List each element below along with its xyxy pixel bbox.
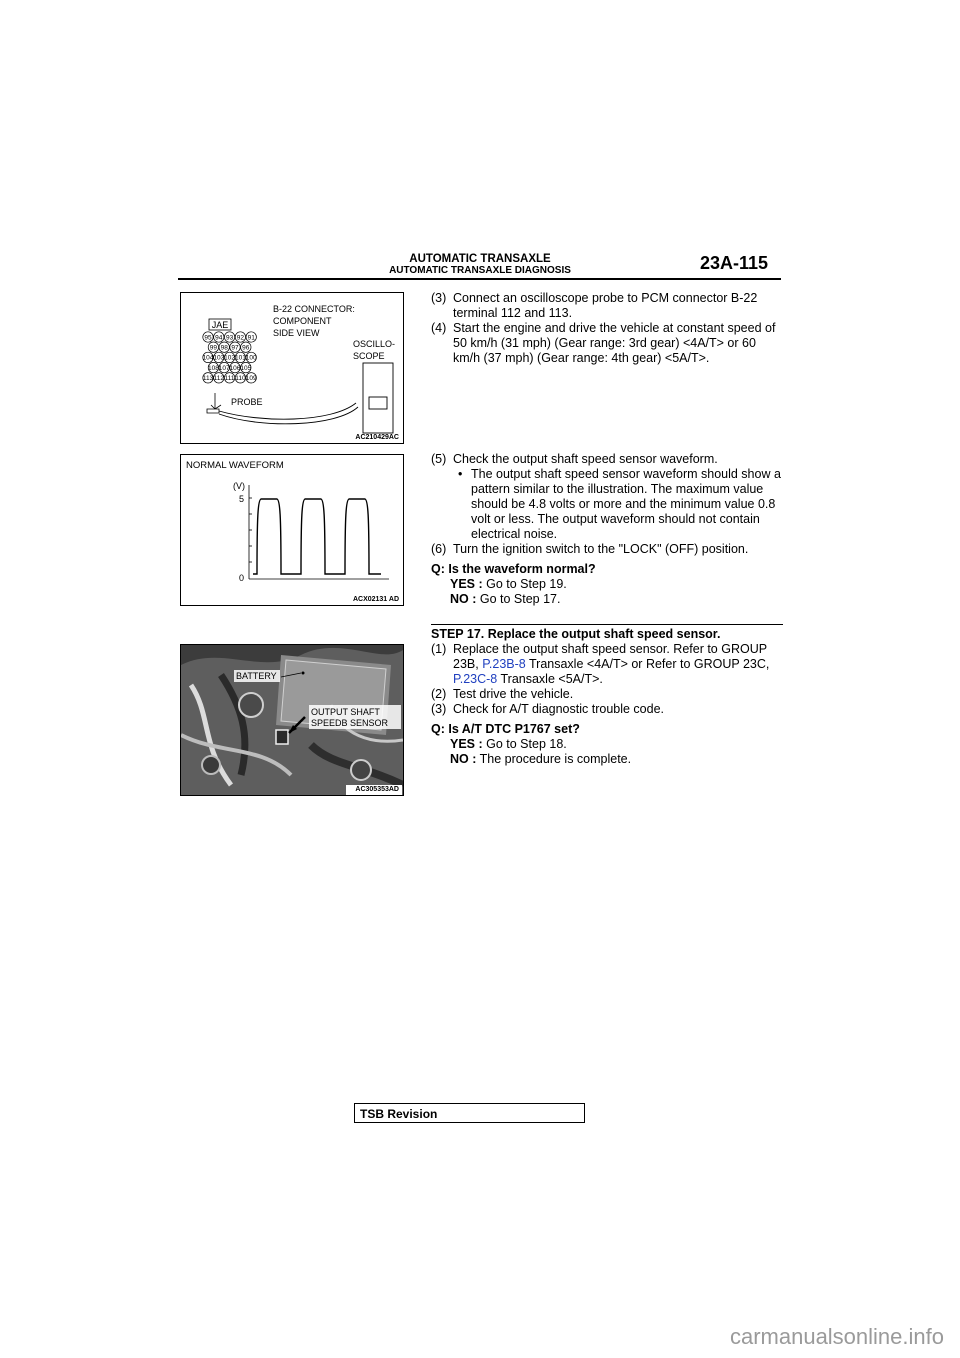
waveform-title: NORMAL WAVEFORM	[186, 460, 284, 471]
step-item-4: (4) Start the engine and drive the vehicle at constant speed of 50 km/h (31 mph) (Gear range: 3rd gear) <4A/T> or 60 km/h (37 mph) (Gear range: 4th gear) <5A/T>.	[431, 321, 776, 365]
step-item-2: (2) Test drive the vehicle.	[431, 687, 574, 701]
section-1-text	[431, 291, 783, 366]
connector-pin-label: 96	[242, 344, 250, 352]
question: Q: Is A/T DTC P1767 set?	[431, 722, 580, 736]
engine-photo	[181, 645, 403, 795]
jae-label: JAE	[211, 320, 229, 330]
waveform-chart	[181, 455, 403, 605]
y-high-label: 5	[239, 494, 245, 504]
connector-pin-label: 92	[236, 334, 245, 342]
connector-pin-label: 102	[224, 354, 236, 362]
tsb-revision-box: TSB Revision	[354, 1103, 585, 1123]
step-item-5: (5) Check the output shaft speed sensor waveform.	[431, 452, 718, 466]
connector-pin-label: 103	[213, 354, 225, 362]
header-rule	[178, 278, 781, 280]
section-2-text	[431, 452, 783, 607]
connector-pin-label: 104	[202, 354, 214, 362]
side-view-label: SIDE VIEW	[273, 328, 320, 338]
connector-pin-label: 111	[224, 375, 235, 383]
connector-pin-label: 106	[229, 364, 241, 372]
step-item-1: (1) Replace the output shaft speed sensor. Refer to GROUP 23B, P.23B-8 Transaxle <4A/T> or Refer to GROUP 23C, P.23C-8 Transaxle <5A/T>.	[431, 642, 770, 686]
answer-no: NO : Go to Step 17.	[450, 592, 561, 606]
component-label: COMPONENT	[273, 316, 332, 326]
connector-pin-label: 93	[225, 334, 234, 342]
connector-pin-label: 95	[204, 334, 212, 342]
connector-pin-label: 112	[213, 375, 224, 383]
figure-code: ACX02131 AD	[352, 596, 399, 603]
connector-figure	[180, 292, 404, 444]
connector-pin-label: 101	[234, 354, 246, 362]
connector-pin-label: 113	[202, 375, 214, 383]
waveform-trace	[253, 499, 381, 574]
section-title: AUTOMATIC TRANSAXLE	[409, 253, 551, 265]
figure-code: AC210429AC	[355, 434, 399, 441]
oscilloscope-label-2: SCOPE	[353, 351, 385, 361]
step-item-3: (3) Check for A/T diagnostic trouble code.	[431, 702, 664, 716]
link-23c-8[interactable]: P.23C-8	[453, 672, 498, 686]
connector-pin-label: 100	[245, 354, 257, 362]
waveform-criteria: • The output shaft speed sensor waveform should show a pattern similar to the illustration. The maximum value should be 4.8 volts or more and the minimum value 0.8 volt or less. The output waveform should not contain electrical noise.	[458, 467, 781, 541]
question: Q: Is the waveform normal?	[431, 562, 596, 576]
connector-pin-label: 98	[220, 344, 228, 352]
engine-figure	[180, 644, 404, 796]
page-number: 23A-115	[700, 253, 769, 273]
battery-label: BATTERY	[236, 671, 277, 681]
connector-pin-label: 105	[240, 364, 252, 372]
watermark: carmanualsonline.info	[729, 1324, 944, 1349]
section-subtitle: AUTOMATIC TRANSAXLE DIAGNOSIS	[389, 265, 571, 276]
step-item-6: (6) Turn the ignition switch to the "LOCK" (OFF) position.	[431, 542, 749, 556]
connector-pin-label: 97	[231, 344, 239, 352]
waveform-figure	[180, 454, 404, 606]
unit-label: (V)	[233, 481, 245, 491]
answer-yes: YES : Go to Step 19.	[450, 577, 567, 591]
connector-pin-label: 109	[245, 375, 257, 383]
connector-pin-label: 91	[247, 334, 255, 342]
answer-no: NO : The procedure is complete.	[450, 752, 632, 766]
connector-pin-label: 99	[209, 344, 218, 352]
connector-label: B-22 CONNECTOR:	[273, 304, 355, 314]
connector-pin-label: 94	[215, 334, 223, 342]
step-17-text	[431, 624, 783, 767]
step-heading: STEP 17. Replace the output shaft speed sensor.	[431, 624, 783, 642]
connector-pin-label: 110	[235, 375, 246, 383]
step-item-3: (3) Connect an oscilloscope probe to PCM connector B-22 terminal 112 and 113.	[431, 291, 758, 320]
y-low-label: 0	[239, 573, 245, 583]
oscilloscope-label-1: OSCILLO-	[353, 339, 396, 349]
probe-label: PROBE	[231, 397, 263, 407]
connector-pin-label: 107	[218, 364, 230, 372]
sensor-label-1: OUTPUT SHAFT	[311, 707, 380, 717]
link-23b-8[interactable]: P.23B-8	[482, 657, 526, 671]
connector-pin-label: 108	[207, 364, 219, 372]
sensor-label-2: SPEEDB SENSOR	[311, 718, 389, 728]
answer-yes: YES : Go to Step 18.	[450, 737, 567, 751]
connector-diagram	[181, 293, 403, 443]
figure-code: AC305353AD	[355, 786, 399, 793]
